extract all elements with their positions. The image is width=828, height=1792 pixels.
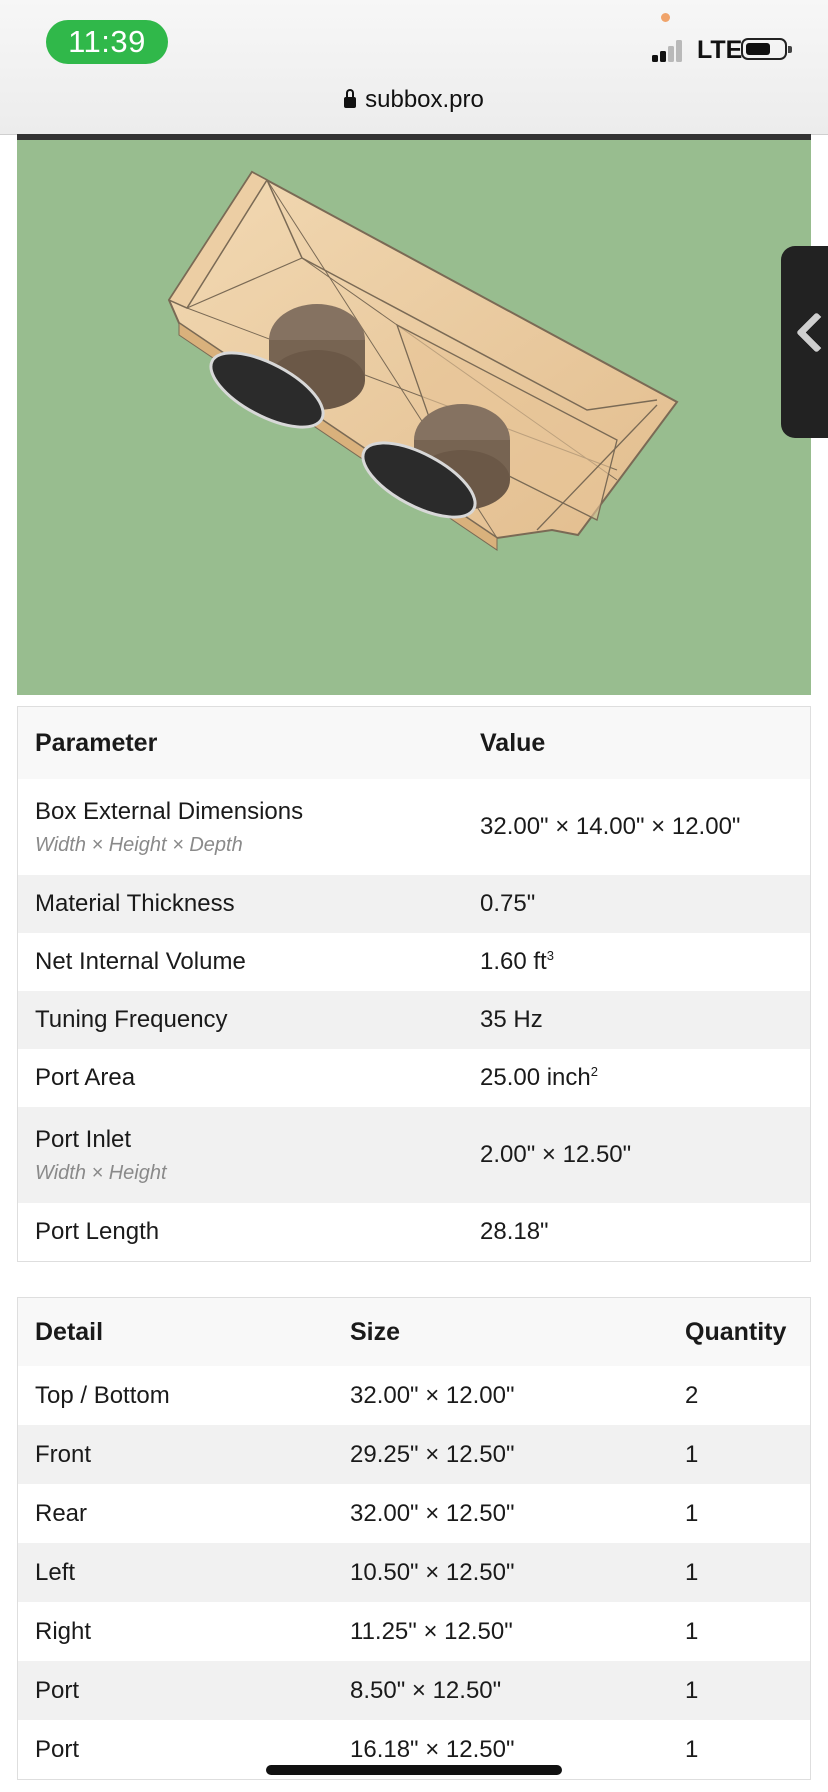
detail-cell: Rear	[35, 1499, 88, 1527]
cellular-signal-icon	[652, 38, 690, 62]
status-time: 11:39	[46, 20, 168, 64]
address-bar[interactable]	[0, 86, 828, 114]
table-row	[18, 1484, 811, 1543]
network-type: LTE	[697, 36, 743, 64]
column-header-value: Value	[463, 707, 811, 780]
detail-cell: Right	[35, 1617, 92, 1645]
privacy-indicator-dot	[661, 13, 670, 22]
value-cell	[463, 933, 811, 991]
value-cell: 0.75"	[463, 875, 811, 933]
detail-cell: Port	[35, 1735, 80, 1763]
param-name: Net Internal Volume	[35, 948, 246, 975]
table-row	[18, 875, 811, 933]
param-cell	[18, 1107, 464, 1203]
quantity-cell: 1	[668, 1661, 811, 1720]
table-row	[18, 933, 811, 991]
column-header-detail: Detail	[18, 1298, 334, 1367]
side-panel-toggle[interactable]	[781, 246, 828, 438]
param-subtitle: Width × Height × Depth	[35, 833, 243, 856]
table-row	[18, 1543, 811, 1602]
param-name: Box External Dimensions	[35, 797, 304, 825]
size-cell: 8.50" × 12.50"	[333, 1661, 668, 1720]
param-cell	[18, 779, 464, 875]
param-name: Material Thickness	[18, 875, 464, 933]
table-row	[18, 1661, 811, 1720]
quantity-cell: 1	[685, 1499, 699, 1527]
chevron-left-icon	[796, 312, 828, 353]
size-cell: 10.50" × 12.50"	[333, 1543, 668, 1602]
value-text: 25.00 inch	[480, 1064, 591, 1091]
url-text: subbox.pro	[365, 86, 484, 113]
table-row	[18, 779, 811, 875]
size-cell: 32.00" × 12.00"	[350, 1381, 515, 1409]
quantity-cell: 1	[668, 1425, 811, 1484]
value-exponent: 2	[590, 1064, 598, 1079]
param-name: Tuning Frequency	[18, 991, 464, 1049]
lock-icon	[344, 97, 356, 108]
value-cell: 28.18"	[480, 1218, 549, 1245]
parameters-table	[17, 706, 811, 1262]
value-cell: 35 Hz	[463, 991, 811, 1049]
quantity-cell: 1	[668, 1543, 811, 1602]
home-indicator[interactable]	[266, 1765, 562, 1775]
size-cell: 32.00" × 12.50"	[350, 1499, 515, 1527]
subwoofer-box-render	[17, 140, 811, 695]
table-row	[18, 1602, 811, 1661]
size-cell: 11.25" × 12.50"	[350, 1617, 513, 1645]
value-cell: 32.00" × 14.00" × 12.00"	[480, 813, 741, 840]
value-exponent: 3	[546, 948, 554, 963]
table-row	[18, 1203, 811, 1262]
value-cell	[463, 1049, 811, 1107]
table-row	[18, 1366, 811, 1425]
detail-cell: Front	[18, 1425, 334, 1484]
value-cell: 2.00" × 12.50"	[463, 1107, 811, 1203]
param-name: Port Inlet	[35, 1125, 132, 1153]
browser-top-bar	[0, 0, 828, 135]
detail-cell: Left	[18, 1543, 334, 1602]
size-cell: 29.25" × 12.50"	[333, 1425, 668, 1484]
size-cell: 16.18" × 12.50"	[350, 1735, 515, 1763]
column-header-size: Size	[333, 1298, 668, 1367]
table-row	[18, 1425, 811, 1484]
table-row	[18, 991, 811, 1049]
param-subtitle: Width × Height	[35, 1161, 167, 1184]
detail-cell: Top / Bottom	[35, 1381, 170, 1409]
column-header-parameter: Parameter	[18, 707, 464, 780]
table-header-row	[18, 707, 811, 780]
quantity-cell: 1	[685, 1735, 699, 1763]
table-header-row	[18, 1298, 811, 1367]
column-header-quantity: Quantity	[668, 1298, 811, 1367]
box-3d-viewer[interactable]	[17, 134, 811, 695]
param-name: Port Area	[35, 1064, 136, 1091]
table-row	[18, 1107, 811, 1203]
detail-cell: Port	[18, 1661, 334, 1720]
battery-icon	[741, 38, 787, 60]
table-row	[18, 1049, 811, 1107]
quantity-cell: 1	[685, 1617, 699, 1645]
quantity-cell: 2	[685, 1381, 699, 1409]
value-text: 1.60 ft	[480, 948, 547, 975]
cut-list-table	[17, 1297, 811, 1780]
param-name: Port Length	[35, 1218, 160, 1245]
